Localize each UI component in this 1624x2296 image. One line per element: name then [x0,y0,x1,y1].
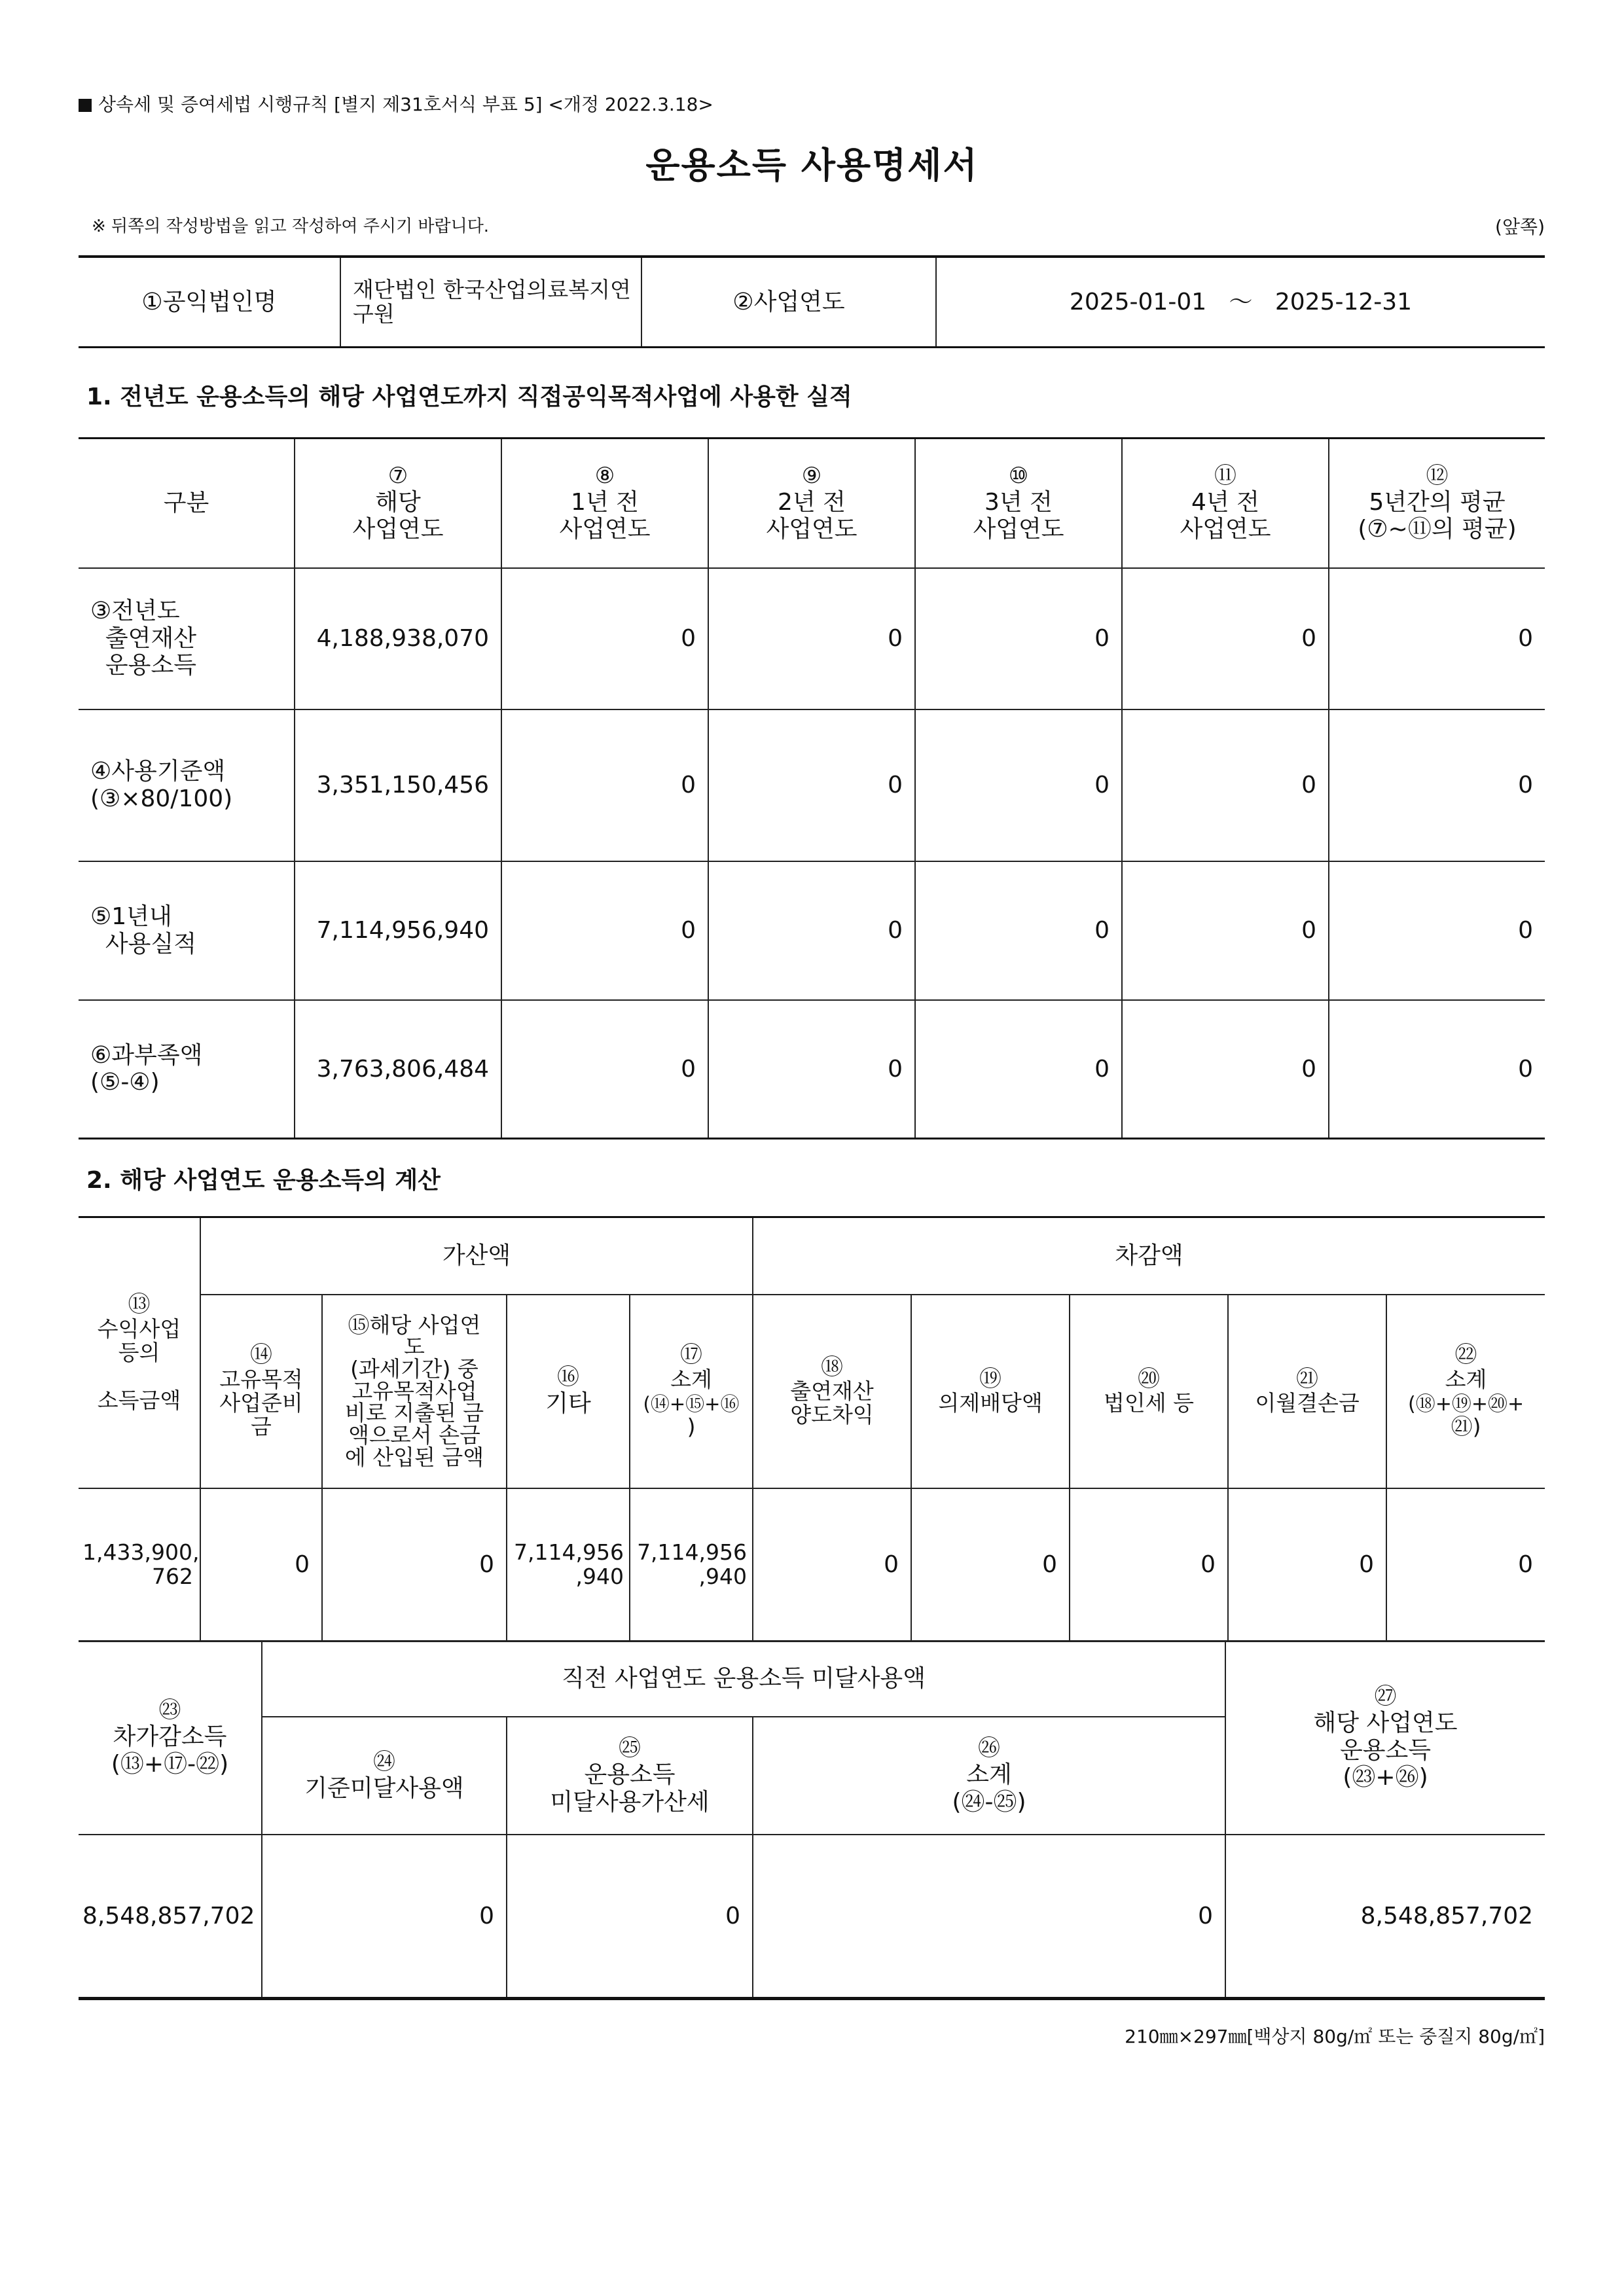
table-cell: 0 [501,568,708,709]
table-cell: 0 [507,1835,753,1998]
table-row [79,709,1545,861]
header-line: (과세기간) 중 [350,1356,478,1382]
col-line1: 3년 전 [984,488,1053,516]
col-line2: (⑦~⑪의 평균) [1358,516,1517,543]
header-line: (⑬+⑰-㉒) [111,1750,229,1778]
table-cell: 0 [708,568,915,709]
col-num: ⑪ [1214,462,1236,489]
value-line: 762 [152,1563,193,1589]
page-side-label: (앞쪽) [1495,216,1545,238]
col-header-4y [1122,439,1329,568]
col-num: ⑫ [1426,462,1449,489]
page-title: 운용소득 사용명세서 [645,145,979,186]
table-row [79,1835,1545,1998]
header-line: 비로 지출된 금 [344,1400,484,1426]
header-line: ㉑) [1451,1414,1481,1440]
table-cell: 0 [753,1488,911,1641]
fiscal-year-label: ②사업연도 [641,257,936,348]
table-cell: 0 [1228,1488,1386,1641]
fiscal-year-tilde: ～ [1229,288,1253,315]
header-line: 소득금액 [97,1387,181,1413]
row-label-line: 운용소득 [105,652,196,679]
table-cell: 0 [200,1488,322,1641]
table-cell: 3,351,150,456 [295,709,501,861]
col-line2: 사업연도 [973,516,1064,543]
table-cell: 0 [911,1488,1070,1641]
header-line: 차가감소득 [113,1723,227,1751]
col-num: ⑬ [128,1291,151,1318]
header-line: 양도차익 [790,1402,874,1428]
header-line: ) [687,1414,696,1440]
col-num: ⑰ [680,1342,702,1369]
table-cell: 4,188,938,070 [295,568,501,709]
header-line: 등의 [118,1340,160,1366]
row-label-standard [79,709,295,861]
deduct-group-header: 차감액 [753,1217,1545,1295]
usage-record-table [79,437,1545,1139]
income-header [79,1217,200,1488]
col-num: ⑨ [801,462,822,489]
table-cell: 0 [915,1000,1122,1139]
row-label-line: ⑥과부족액 [90,1041,203,1069]
header-line: 사업준비 [219,1390,303,1416]
col-line2: 사업연도 [352,516,444,543]
table-cell: 0 [322,1488,507,1641]
col-num: ㉒ [1454,1342,1477,1369]
value-line: 7,114,956 [637,1539,748,1566]
col-num: ⑦ [388,462,408,489]
row-label-line: (③×80/100) [90,785,233,812]
col-num: ⑯ [557,1364,579,1391]
col-header-3y [915,439,1122,568]
value-line: ,940 [575,1563,624,1589]
col-line1: 1년 전 [571,488,639,516]
add-group-header: 가산액 [200,1217,753,1295]
table-cell: 0 [501,861,708,1000]
header-line: (⑱+⑲+⑳+ [1407,1393,1525,1416]
col-header-deduct-subtotal [1386,1295,1545,1488]
table-cell: 8,548,857,702 [79,1835,262,1998]
col-header-penalty [507,1717,753,1835]
row-label-line: 출연재산 [105,624,196,652]
col-line1: 2년 전 [778,488,846,516]
table-cell: 0 [1122,1000,1329,1139]
table-cell: 0 [501,1000,708,1139]
corner-header: 구분 [79,439,295,568]
instruction-note: ※ 뒤쪽의 작성방법을 읽고 작성하여 주시기 바랍니다. [92,217,490,236]
row-label-line: 사용실적 [105,930,196,958]
table-cell: 0 [1329,1000,1545,1139]
table-cell: 0 [1122,568,1329,709]
header-line: 운용소득 [1339,1736,1432,1764]
table-row [79,1488,1545,1641]
header-line: 금 [251,1414,272,1440]
unused-group-header: 직전 사업연도 운용소득 미달사용액 [262,1641,1225,1717]
table-cell: 7,114,956,940 [295,861,501,1000]
table-cell: 0 [1329,861,1545,1000]
header-line: 운용소득 [584,1761,676,1789]
header-line: 이월결손금 [1255,1390,1360,1416]
form-reference-text: 상속세 및 증여세법 시행규칙 [별지 제31호서식 부표 5] <개정 2022.3.18> [98,94,713,115]
row-label-diff [79,1000,295,1139]
table-row [79,1000,1545,1139]
value-line: 7,114,956 [514,1539,624,1566]
row-label-line: ④사용기준액 [90,758,226,785]
col-num: ⑧ [594,462,615,489]
table-cell: 0 [501,709,708,861]
col-line1: 4년 전 [1191,488,1259,516]
header-line: 에 산입된 금액 [344,1444,484,1470]
col-header-gain [753,1295,911,1488]
fiscal-year-to: 2025-12-31 [1274,288,1413,315]
add-subtotal-value [630,1488,753,1641]
col-num: ⑩ [1008,462,1029,489]
header-line: (⑭+⑮+⑯ [643,1393,740,1416]
table-cell: 0 [708,861,915,1000]
form-reference [79,90,713,117]
col-header-other [507,1295,630,1488]
col-num: ㉑ [1296,1365,1319,1392]
section2-heading: 2. 해당 사업연도 운용소득의 계산 [86,1167,441,1194]
col-header-loss [1228,1295,1386,1488]
fiscal-year-from: 2025-01-01 [1069,288,1207,315]
col-line2: 사업연도 [559,516,651,543]
col-header-current [295,439,501,568]
col-header-5y-avg [1329,439,1545,568]
col-num: ⑲ [979,1365,1002,1392]
col-header-reserve [200,1295,322,1488]
section1-heading: 1. 전년도 운용소득의 해당 사업연도까지 직접공익목적사업에 사용한 실적 [86,384,852,410]
header-line: 소계 [966,1761,1012,1789]
col-num: ㉖ [978,1735,1001,1762]
fiscal-year-value [936,257,1545,348]
header-line: 수익사업 [97,1316,181,1342]
col-line2: 사업연도 [766,516,857,543]
other-value [507,1488,630,1641]
header-line: 의제배당액 [938,1390,1043,1416]
table-cell: 0 [1329,568,1545,709]
table-cell: 0 [262,1835,507,1998]
col-header-net-income [79,1641,262,1835]
col-header-1y [501,439,708,568]
paper-spec-footer: 210㎜×297㎜[백상지 80g/㎡ 또는 중질지 80g/㎡] [1125,2026,1545,2047]
table-cell: 0 [915,568,1122,709]
col-line2: 사업연도 [1180,516,1271,543]
header-line: 기준미달사용액 [304,1774,464,1802]
header-line: 해당 사업연도 [1313,1710,1458,1737]
table-cell: 3,763,806,484 [295,1000,501,1139]
row-label-line: ③전년도 [90,598,180,625]
table-cell: 0 [753,1835,1225,1998]
table-cell: 0 [915,709,1122,861]
header-line: 소계 [670,1366,712,1392]
net-income-table [79,1640,1545,2000]
value-line: ,940 [698,1563,748,1589]
col-header-dividend [911,1295,1070,1488]
black-square-icon [79,99,92,112]
row-label-line: (⑤-④) [90,1069,160,1096]
header-line: 법인세 등 [1104,1390,1195,1416]
corp-name-label: ①공익법인명 [79,257,340,348]
header-line: 미달사용가산세 [550,1788,710,1816]
col-header-shortfall [262,1717,507,1835]
table-cell: 0 [708,1000,915,1139]
header-line: (㉓+㉖) [1343,1764,1428,1791]
col-header-current-income [1225,1641,1545,1835]
table-cell: 0 [708,709,915,861]
header-line: 액으로서 손금 [348,1422,480,1448]
table-cell: 0 [1070,1488,1228,1641]
table-row [79,861,1545,1000]
header-line: 고유목적사업 [352,1378,477,1404]
row-label-actual [79,861,295,1000]
row-label-prev-income [79,568,295,709]
table-cell: 0 [1122,709,1329,861]
col-num: ⑭ [250,1342,272,1369]
header-line: 도 [404,1334,425,1360]
table-cell: 0 [1122,861,1329,1000]
table-row [79,568,1545,709]
col-num: ㉕ [619,1735,641,1762]
col-num: ⑱ [821,1354,844,1380]
col-num: ㉔ [373,1748,395,1775]
row-label-line: ⑤1년내 [90,903,172,931]
col-header-add-subtotal [630,1295,753,1488]
header-line: (㉔-㉕) [952,1788,1026,1816]
col-header-tax [1070,1295,1228,1488]
table-cell: 8,548,857,702 [1225,1835,1545,1998]
header-line: 출연재산 [790,1378,874,1404]
col-num: ⑳ [1138,1365,1161,1392]
col-header-unused-subtotal [753,1717,1225,1835]
col-line1: 5년간의 평균 [1369,488,1506,516]
header-line: 고유목적 [219,1366,303,1392]
header-line: 기타 [545,1390,591,1418]
corp-name-value [340,257,641,348]
col-num: ㉗ [1374,1683,1397,1710]
value-line: 1,433,900, [82,1539,200,1566]
table-cell: 0 [1329,709,1545,861]
income-calc-table [79,1216,1545,1642]
corp-name-text: 재단법인 한국산업의료복지연구원 [353,277,631,327]
col-header-expenditure [322,1295,507,1488]
col-header-2y [708,439,915,568]
table-cell: 0 [915,861,1122,1000]
header-line: 소계 [1445,1366,1487,1392]
income-value [79,1488,200,1641]
info-table [79,255,1545,348]
col-line1: 해당 [375,488,421,516]
col-num: ㉓ [158,1697,181,1724]
table-cell: 0 [1386,1488,1545,1641]
header-line: ⑮해당 사업연 [348,1312,481,1338]
